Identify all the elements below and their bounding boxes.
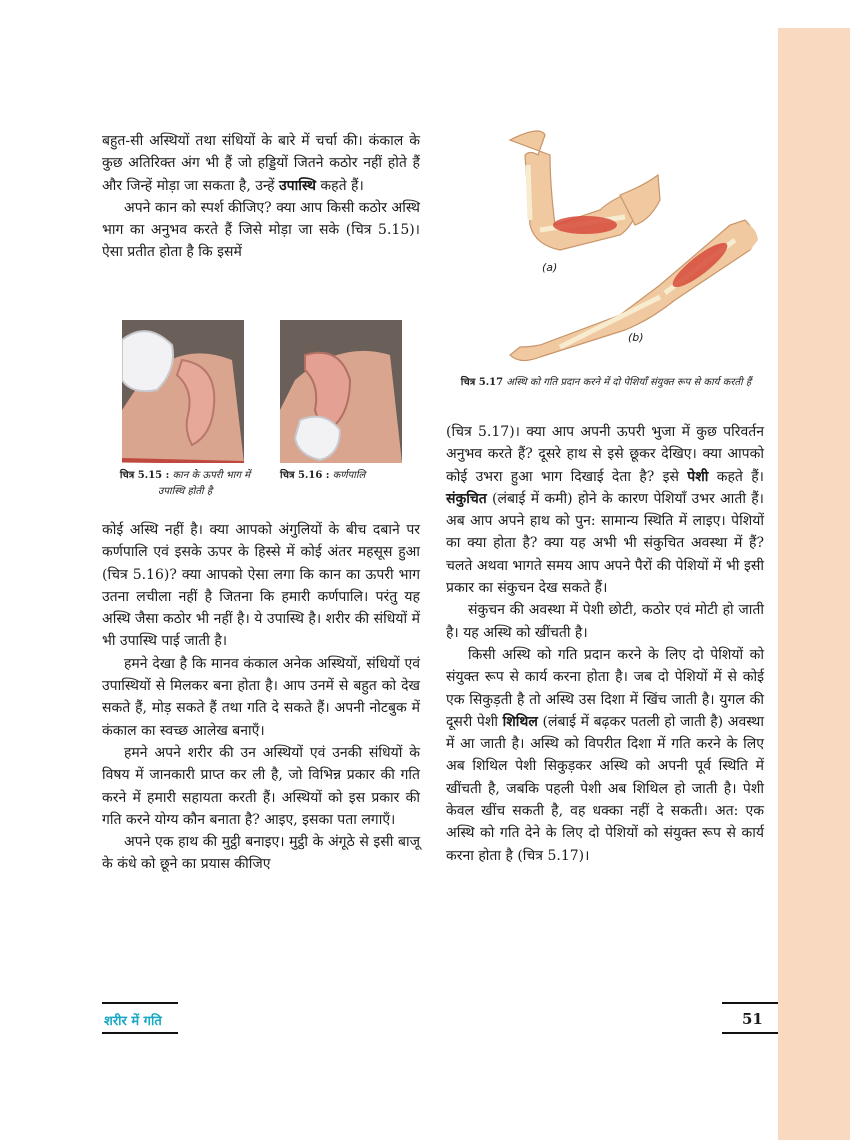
label-b: (b) xyxy=(628,331,644,344)
decorative-side-band xyxy=(778,28,850,1140)
figure-5-16-caption: चित्र 5.16 : कर्णपालि xyxy=(280,470,366,481)
label-a: (a) xyxy=(542,261,558,274)
arm-muscle-illustration xyxy=(500,125,760,370)
right-column xyxy=(446,421,764,867)
page-number: 51 xyxy=(742,1010,763,1028)
term-relaxed: शिथिल xyxy=(502,713,538,730)
footer-rule-right-top xyxy=(722,1002,778,1004)
ear-photo-lobe xyxy=(280,320,402,463)
paragraph: संकुचन की अवस्था में पेशी छोटी, कठोर एवं मोटी हो जाती है। यह अस्थि को खींचती है। xyxy=(446,602,764,641)
term-muscle: पेशी xyxy=(687,468,709,485)
left-column-top xyxy=(102,130,420,264)
footer-rule-left-top xyxy=(102,1002,178,1004)
footer-rule-left-bottom xyxy=(102,1032,178,1034)
paragraph: हमने अपने शरीर की उन अस्थियों एवं उनकी संधियों के विषय में जानकारी प्राप्त कर ली है, जो विभिन्न प्रकार की गति करने में हमारी सहायता करती हैं। अस्थियों को इस प्रकार की गति करने योग्य कौन बनाता है? आइए, इसका पता लगाएँ। xyxy=(102,744,420,828)
term-contracted: संकुचित xyxy=(446,490,487,507)
footer-rule-right-bottom xyxy=(722,1032,778,1034)
ear-photo-upper xyxy=(122,320,244,463)
figure-5-17-caption: चित्र 5.17 अस्थि को गति प्रदान करने में दो पेशियाँ संयुक्त रूप से कार्य करती हैं xyxy=(460,377,752,388)
paragraph: किसी अस्थि को गति प्रदान करने के लिए दो पेशियों को संयुक्त रूप से कार्य करना होता है। जब दो पेशियों में से कोई एक सिकुड़ती है तो अस्थि उस दिशा में खिंच जाती है। युगल की दूसरी पेशी शिथिल (लंबाई में बढ़कर पतली हो जाती है) अवस्था में आ जाती है। अस्थि को विपरीत दिशा में गति करने के लिए अब शिथिल पेशी सिकुड़कर अस्थि को अपनी पूर्व स्थिति में खींचती है, जबकि पहली पेशी अब शिथिल हो जाती है। पेशी केवल खींच सकती है, वह धक्का नहीं दे सकती। अत: एक अस्थि को गति देने के लिए दो पेशियों को संयुक्त रूप से कार्य करना होता है (चित्र 5.17)। xyxy=(446,646,765,864)
chapter-title: शरीर में गति xyxy=(104,1014,162,1029)
paragraph: (चित्र 5.17)। क्या आप अपनी ऊपरी भुजा में कुछ परिवर्तन अनुभव करते हैं? दूसरे हाथ से इसे छूकर देखिए। क्या आपको कोई उभरा हुआ भाग दिखाई देता है? इसे पेशी कहते हैं। संकुचित (लंबाई में कमी) होने के कारण पेशियाँ उभर आती हैं। अब आप अपने हाथ को पुन: सामान्य स्थिति में लाइए। पेशियों का क्या होता है? क्या यह अभी भी संकुचित अवस्था में हैं? चलते अथवा भागते समय आप अपने पैरों की पेशियों में भी इसी प्रकार का संकुचन देख सकते हैं। xyxy=(446,424,764,597)
paragraph: कोई अस्थि नहीं है। क्या आपको अंगुलियों के बीच दबाने पर कर्णपालि एवं इसके ऊपर के हिस्से में कोई अंतर महसूस हुआ (चित्र 5.16)? क्या आपको ऐसा लगा कि कान का ऊपरी भाग उतना लचीला नहीं है जितना कि हमारी कर्णपालि। परंतु यह अस्थि जैसा कठोर भी नहीं है। ये उपास्थि है। शरीर की संधियों में भी उपास्थि पाई जाती है। xyxy=(102,522,420,650)
term-cartilage: उपास्थि xyxy=(278,177,316,194)
paragraph: हमने देखा है कि मानव कंकाल अनेक अस्थियों, संधियों एवं उपास्थियों से मिलकर बना होता है। आप उनमें से बहुत को देख सकते हैं, मोड़ सकते हैं तथा गति दे सकते हैं। अपनी नोटबुक में कंकाल का स्वच्छ आलेख बनाएँ। xyxy=(102,655,420,739)
paragraph: बहुत-सी अस्थियों तथा संधियों के बारे में चर्चा की। कंकाल के कुछ अतिरिक्त अंग भी हैं जो हड्डियों जितने कठोर नहीं होते हैं और जिन्हें मोड़ा जा सकता है, उन्हें उपास्थि कहते हैं। xyxy=(102,133,420,194)
left-column-bottom xyxy=(102,519,420,876)
paragraph: अपने एक हाथ की मुट्ठी बनाइए। मुट्ठी के अंगूठे से इसी बाजू के कंधे को छूने का प्रयास कीजिए xyxy=(102,834,420,873)
paragraph: अपने कान को स्पर्श कीजिए? क्या आप किसी कठोर अस्थि भाग का अनुभव करते हैं जिसे मोड़ा जा सके (चित्र 5.15)। ऐसा प्रतीत होता है कि इसमें xyxy=(102,199,420,261)
figure-5-15-caption: चित्र 5.15 : कान के ऊपरी भाग में उपास्थि होती है xyxy=(119,470,251,497)
